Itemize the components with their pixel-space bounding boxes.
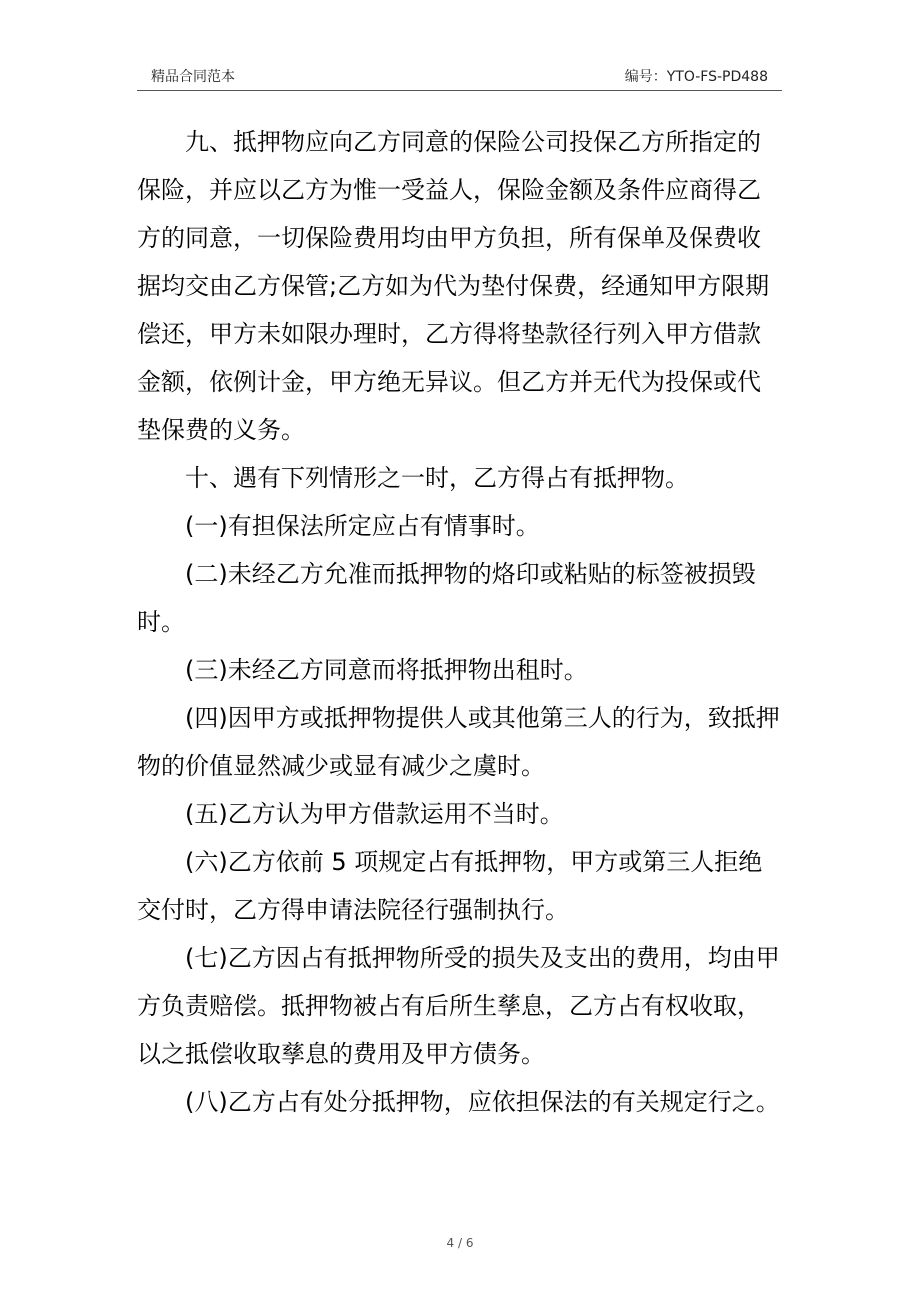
clause-10-item-3: (三)未经乙方同意而将抵押物出租时。 <box>185 656 588 684</box>
page-header <box>137 62 782 91</box>
document-category: 精品合同范本 <box>151 69 235 85</box>
clause-9: 九、抵押物应向乙方同意的保险公司投保乙方所指定的保险，并应以乙方为惟一受益人，保险金额及条件应商得乙方的同意，一切保险费用均由甲方负担，所有保单及保费收据均交由乙方保管;乙方如为代为垫付保费，经通知甲方限期偿还，甲方未如限办理时，乙方得将垫款径行列入甲方借款金额，依例计金，甲方绝无异议。但乙方并无代为投保或代垫保费的义务。 <box>137 128 770 444</box>
clause-10-item-6: (六)乙方依前 5 项规定占有抵押物，甲方或第三人拒绝交付时，乙方得申请法院径行强制执行。 <box>137 848 763 924</box>
document-body <box>137 118 782 1126</box>
clause-10-item-7: (七)乙方因占有抵押物所受的损失及支出的费用，均由甲方负责赔偿。抵押物被占有后所生孳息，乙方占有权收取，以之抵偿收取孳息的费用及甲方债务。 <box>137 944 780 1068</box>
document-number: 编号：YTO-FS-PD488 <box>624 69 768 85</box>
clause-10-item-1: (一)有担保法所定应占有情事时。 <box>185 512 540 540</box>
clause-10-item-5: (五)乙方认为甲方借款运用不当时。 <box>185 800 564 828</box>
clause-10-item-2: (二)未经乙方允准而抵押物的烙印或粘贴的标签被损毁时。 <box>137 560 756 636</box>
clause-10: 十、遇有下列情形之一时，乙方得占有抵押物。 <box>185 464 689 492</box>
clause-10-item-8: (八)乙方占有处分抵押物，应依担保法的有关规定行之。 <box>185 1088 780 1116</box>
page-number: 4 / 6 <box>446 1236 474 1250</box>
clause-10-item-4: (四)因甲方或抵押物提供人或其他第三人的行为，致抵押物的价值显然减少或显有减少之虞时。 <box>137 704 780 780</box>
